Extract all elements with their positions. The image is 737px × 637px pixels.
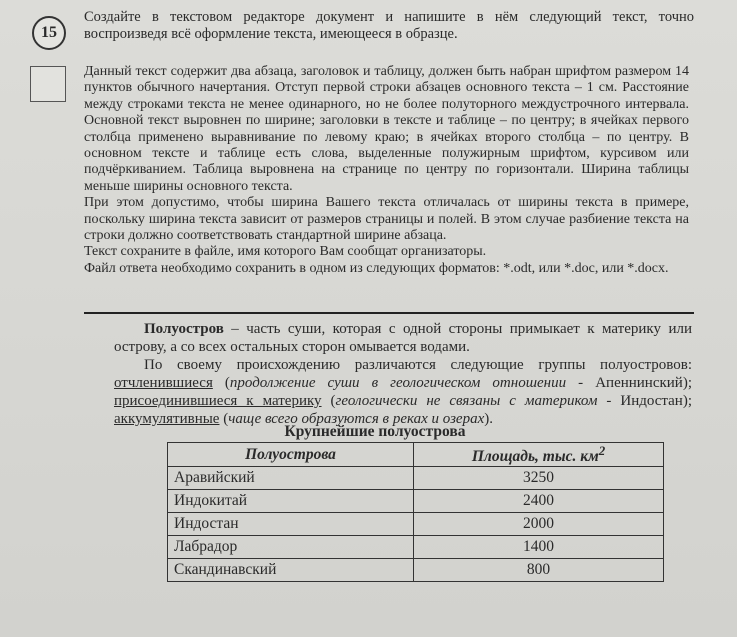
sample-paragraph-1: Полуостров – часть суши, которая с одной стороны примыкает к материку или острову, а со всех остальных сторон омывается водами. bbox=[114, 321, 692, 355]
group-1-note: продолжение суши в геологическом отношении bbox=[229, 375, 567, 391]
table-row bbox=[168, 559, 664, 582]
answer-box bbox=[30, 66, 66, 102]
peninsulas-table bbox=[167, 442, 664, 582]
task-instructions bbox=[84, 64, 689, 277]
peninsula-area: 1400 bbox=[414, 536, 664, 559]
peninsula-name: Аравийский bbox=[168, 467, 414, 490]
peninsula-area: 3250 bbox=[414, 467, 664, 490]
sample-text bbox=[114, 320, 692, 428]
sample-paragraph-2: По своему происхождению различаются следующие группы полуостровов: отчленившиеся (продолжение суши в геологическом отношении - Апеннинский); присоединившиеся к материку (геологически не связаны с материком - Индостан); аккумулятивные (чаще всего образуются в реках и озерах). bbox=[114, 357, 692, 427]
instruction-paragraph: При этом допустимо, чтобы ширина Вашего текста отличалась от ширины текста в примере, поскольку ширина текста зависит от размеров страницы и полей. В этом случае разбиение текста на строки должно соответствовать стандартной ширине абзаца. bbox=[84, 195, 689, 244]
table-row bbox=[168, 467, 664, 490]
table-header-row bbox=[168, 443, 664, 467]
table-row bbox=[168, 490, 664, 513]
peninsula-name: Индокитай bbox=[168, 490, 414, 513]
instruction-paragraph: Данный текст содержит два абзаца, заголовок и таблицу, должен быть набран шрифтом размером 14 пунктов обычного начертания. Отступ первой строки абзацев основного текста – 1 см. Расстояние между строками текста не менее одинарного, но не более полуторного междустрочного интервала. Основной текст выровнен по ширине; заголовки в тексте и таблице – по центру; в ячейках первого столбца применено выравнивание по левому краю; в ячейках второго столбца – по центру. В основном тексте и таблице есть слова, выделенные полужирным шрифтом, курсивом или подчёркиванием. Таблица выровнена на странице по центру по горизонтали. Ширина таблицы меньше ширины основного текста. bbox=[84, 64, 689, 194]
peninsula-area: 2400 bbox=[414, 490, 664, 513]
table-row bbox=[168, 536, 664, 559]
group-2: присоединившиеся к материку bbox=[114, 393, 322, 409]
peninsula-name: Скандинавский bbox=[168, 559, 414, 582]
table-row bbox=[168, 513, 664, 536]
peninsula-name: Индостан bbox=[168, 513, 414, 536]
term-bold: Полуостров bbox=[144, 321, 224, 337]
peninsula-area: 2000 bbox=[414, 513, 664, 536]
column-header: Полуострова bbox=[168, 443, 414, 467]
task-number: 15 bbox=[32, 16, 66, 50]
table-title: Крупнейшие полуострова bbox=[284, 423, 466, 440]
instruction-paragraph: Файл ответа необходимо сохранить в одном из следующих форматов: *.odt, или *.doc, или *.docx. bbox=[84, 260, 669, 276]
group-3-note: чаще всего образуются в реках и озерах bbox=[228, 411, 485, 427]
column-header: Площадь, тыс. $км^2$ bbox=[414, 443, 664, 467]
task-title: Создайте в текстовом редакторе документ и напишите в нём следующий текст, точно воспроизведя всё оформление текста, имеющееся в образце. bbox=[84, 9, 694, 42]
divider bbox=[84, 312, 694, 314]
instruction-paragraph: Текст сохраните в файле, имя которого Вам сообщат организаторы. bbox=[84, 244, 487, 260]
group-1: отчленившиеся bbox=[114, 375, 213, 391]
peninsula-area: 800 bbox=[414, 559, 664, 582]
peninsula-name: Лабрадор bbox=[168, 536, 414, 559]
group-3: аккумулятивные bbox=[114, 411, 220, 427]
group-2-note: геологически не связаны с материком bbox=[335, 393, 598, 409]
